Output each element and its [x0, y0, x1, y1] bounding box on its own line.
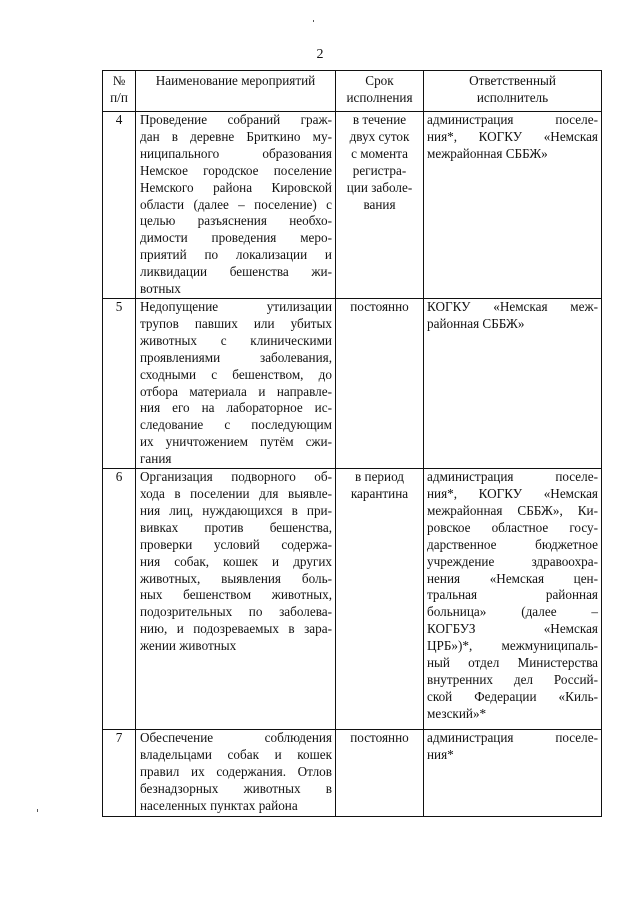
measure-responsible [424, 469, 602, 730]
text-line: администрация поселе- [427, 112, 598, 127]
text-line: животных с клиническими [140, 332, 332, 348]
text-line: Организация подворного об- [140, 469, 332, 485]
text-line: сходными с бешенством, до [140, 366, 332, 382]
measure-term [336, 730, 424, 817]
measure-name [136, 469, 336, 730]
measure-term [336, 469, 424, 730]
row-number: 7 [103, 730, 136, 817]
text-line: населенных пунктах района [140, 797, 298, 813]
text-line: учреждение здравоохра- [427, 553, 598, 569]
measure-responsible [424, 299, 602, 469]
text-line: КОГБУЗ «Немская [427, 621, 598, 637]
text-line: ный отдел Министерства [427, 655, 598, 671]
text-line: нения «Немская цен- [427, 570, 598, 586]
text-line: проявлениями заболевания, [140, 349, 332, 365]
header-responsible-line: исполнитель [476, 89, 549, 105]
measure-name [136, 299, 336, 469]
text-line: Немское городское поселение [140, 162, 332, 178]
text-line: ных бешенством животных, [140, 587, 332, 603]
text-line: ния его на лабораторное ис- [140, 400, 332, 416]
row-number: 5 [103, 299, 136, 469]
header-name-line: Наименование мероприятий [155, 73, 316, 88]
text-line: вания [363, 196, 396, 212]
text-line: проверки условий содержа- [140, 536, 332, 552]
text-line: ния собак, кошек и других [140, 553, 332, 569]
text-line: животных, выявления боль- [140, 570, 332, 586]
text-line: хода в поселении для выявле- [140, 485, 332, 501]
text-line: вивках против бешенства, [140, 519, 332, 535]
text-line: постоянно [350, 299, 409, 314]
table-row [103, 112, 602, 299]
text-line: Недопущение утилизации [140, 299, 332, 314]
text-line: их уничтожением путём сжи- [140, 434, 332, 450]
header-term [336, 71, 424, 112]
text-line: правил их содержания. Отлов [140, 763, 332, 779]
table-header-row [103, 71, 602, 112]
text-line: КОГКУ «Немская меж- [427, 299, 598, 314]
row-number: 4 [103, 112, 136, 299]
text-line: вотных [140, 281, 181, 297]
header-num-line: № [112, 73, 126, 88]
text-line: ской Федерации «Киль- [427, 688, 598, 704]
text-line: целью разъяснения необхо- [140, 213, 332, 229]
text-line: ции заболе- [346, 179, 413, 195]
text-line: ровское областное госу- [427, 519, 598, 535]
table-row [103, 469, 602, 730]
text-line: ликвидации бешенства жи- [140, 264, 332, 280]
text-line: дарственное бюджетное [427, 536, 598, 552]
text-line: трупов павших или убитых [140, 315, 332, 331]
scan-speck [37, 809, 38, 812]
header-responsible-line: Ответственный [469, 73, 556, 88]
table-row [103, 730, 602, 817]
text-line: районная СББЖ» [427, 315, 525, 331]
text-line: ния*, КОГКУ «Немская [427, 128, 598, 144]
text-line: администрация поселе- [427, 469, 598, 485]
text-line: тральная районная [427, 587, 598, 603]
text-line: следование с последующим [140, 417, 332, 433]
scan-speck [313, 20, 314, 22]
text-line: ния*, КОГКУ «Немская [427, 485, 598, 501]
text-line: ниципального образования [140, 145, 332, 161]
header-num [103, 71, 136, 112]
text-line: области (далее – поселение) с [140, 196, 332, 212]
text-line: больница» (далее – [427, 604, 598, 620]
text-line: ния* [427, 746, 454, 762]
header-term-line: Срок [365, 73, 394, 88]
text-line: Обеспечение соблюдения [140, 730, 332, 746]
text-line: нию, и подозреваемых в зара- [140, 621, 332, 637]
measure-name [136, 112, 336, 299]
text-line: подозрительных по заболева- [140, 604, 332, 620]
measure-term [336, 299, 424, 469]
text-line: гания [140, 451, 172, 467]
text-line: в течение [352, 112, 407, 127]
text-line: дан в деревне Бриткино му- [140, 128, 332, 144]
text-line: Немского района Кировской [140, 179, 332, 195]
text-line: карантина [350, 485, 409, 501]
measure-term [336, 112, 424, 299]
text-line: двух суток [349, 128, 410, 144]
text-line: жении животных [140, 638, 237, 654]
text-line: межрайонная СББЖ», Ки- [427, 502, 598, 518]
text-line: димости проведения меро- [140, 230, 332, 246]
text-line: ния лиц, нуждающихся в при- [140, 502, 332, 518]
measures-table [102, 70, 602, 817]
row-number: 6 [103, 469, 136, 730]
text-line: постоянно [350, 730, 409, 746]
text-line: приятий по локализации и [140, 247, 332, 263]
text-line: в период [354, 469, 404, 485]
text-line: мезский»* [427, 705, 487, 721]
text-line: с момента [351, 145, 408, 161]
text-line: отбора материала и направле- [140, 383, 332, 399]
measure-responsible [424, 112, 602, 299]
text-line: Проведение собраний граж- [140, 112, 332, 127]
measure-responsible [424, 730, 602, 817]
header-name [136, 71, 336, 112]
header-term-line: исполнения [346, 89, 413, 105]
text-line: внутренних дел Россий- [427, 671, 598, 687]
text-line: регистра- [352, 162, 407, 178]
text-line: администрация поселе- [427, 730, 598, 746]
header-num-line: п/п [110, 89, 128, 105]
text-line: ЦРБ»)*, межмуниципаль- [427, 638, 598, 654]
table-row [103, 299, 602, 469]
measure-name [136, 730, 336, 817]
page-number: 2 [316, 47, 324, 62]
text-line: межрайонная СББЖ» [427, 145, 548, 161]
text-line: владельцами собак и кошек [140, 746, 332, 762]
header-responsible [424, 71, 602, 112]
text-line: безнадзорных животных в [140, 780, 332, 796]
